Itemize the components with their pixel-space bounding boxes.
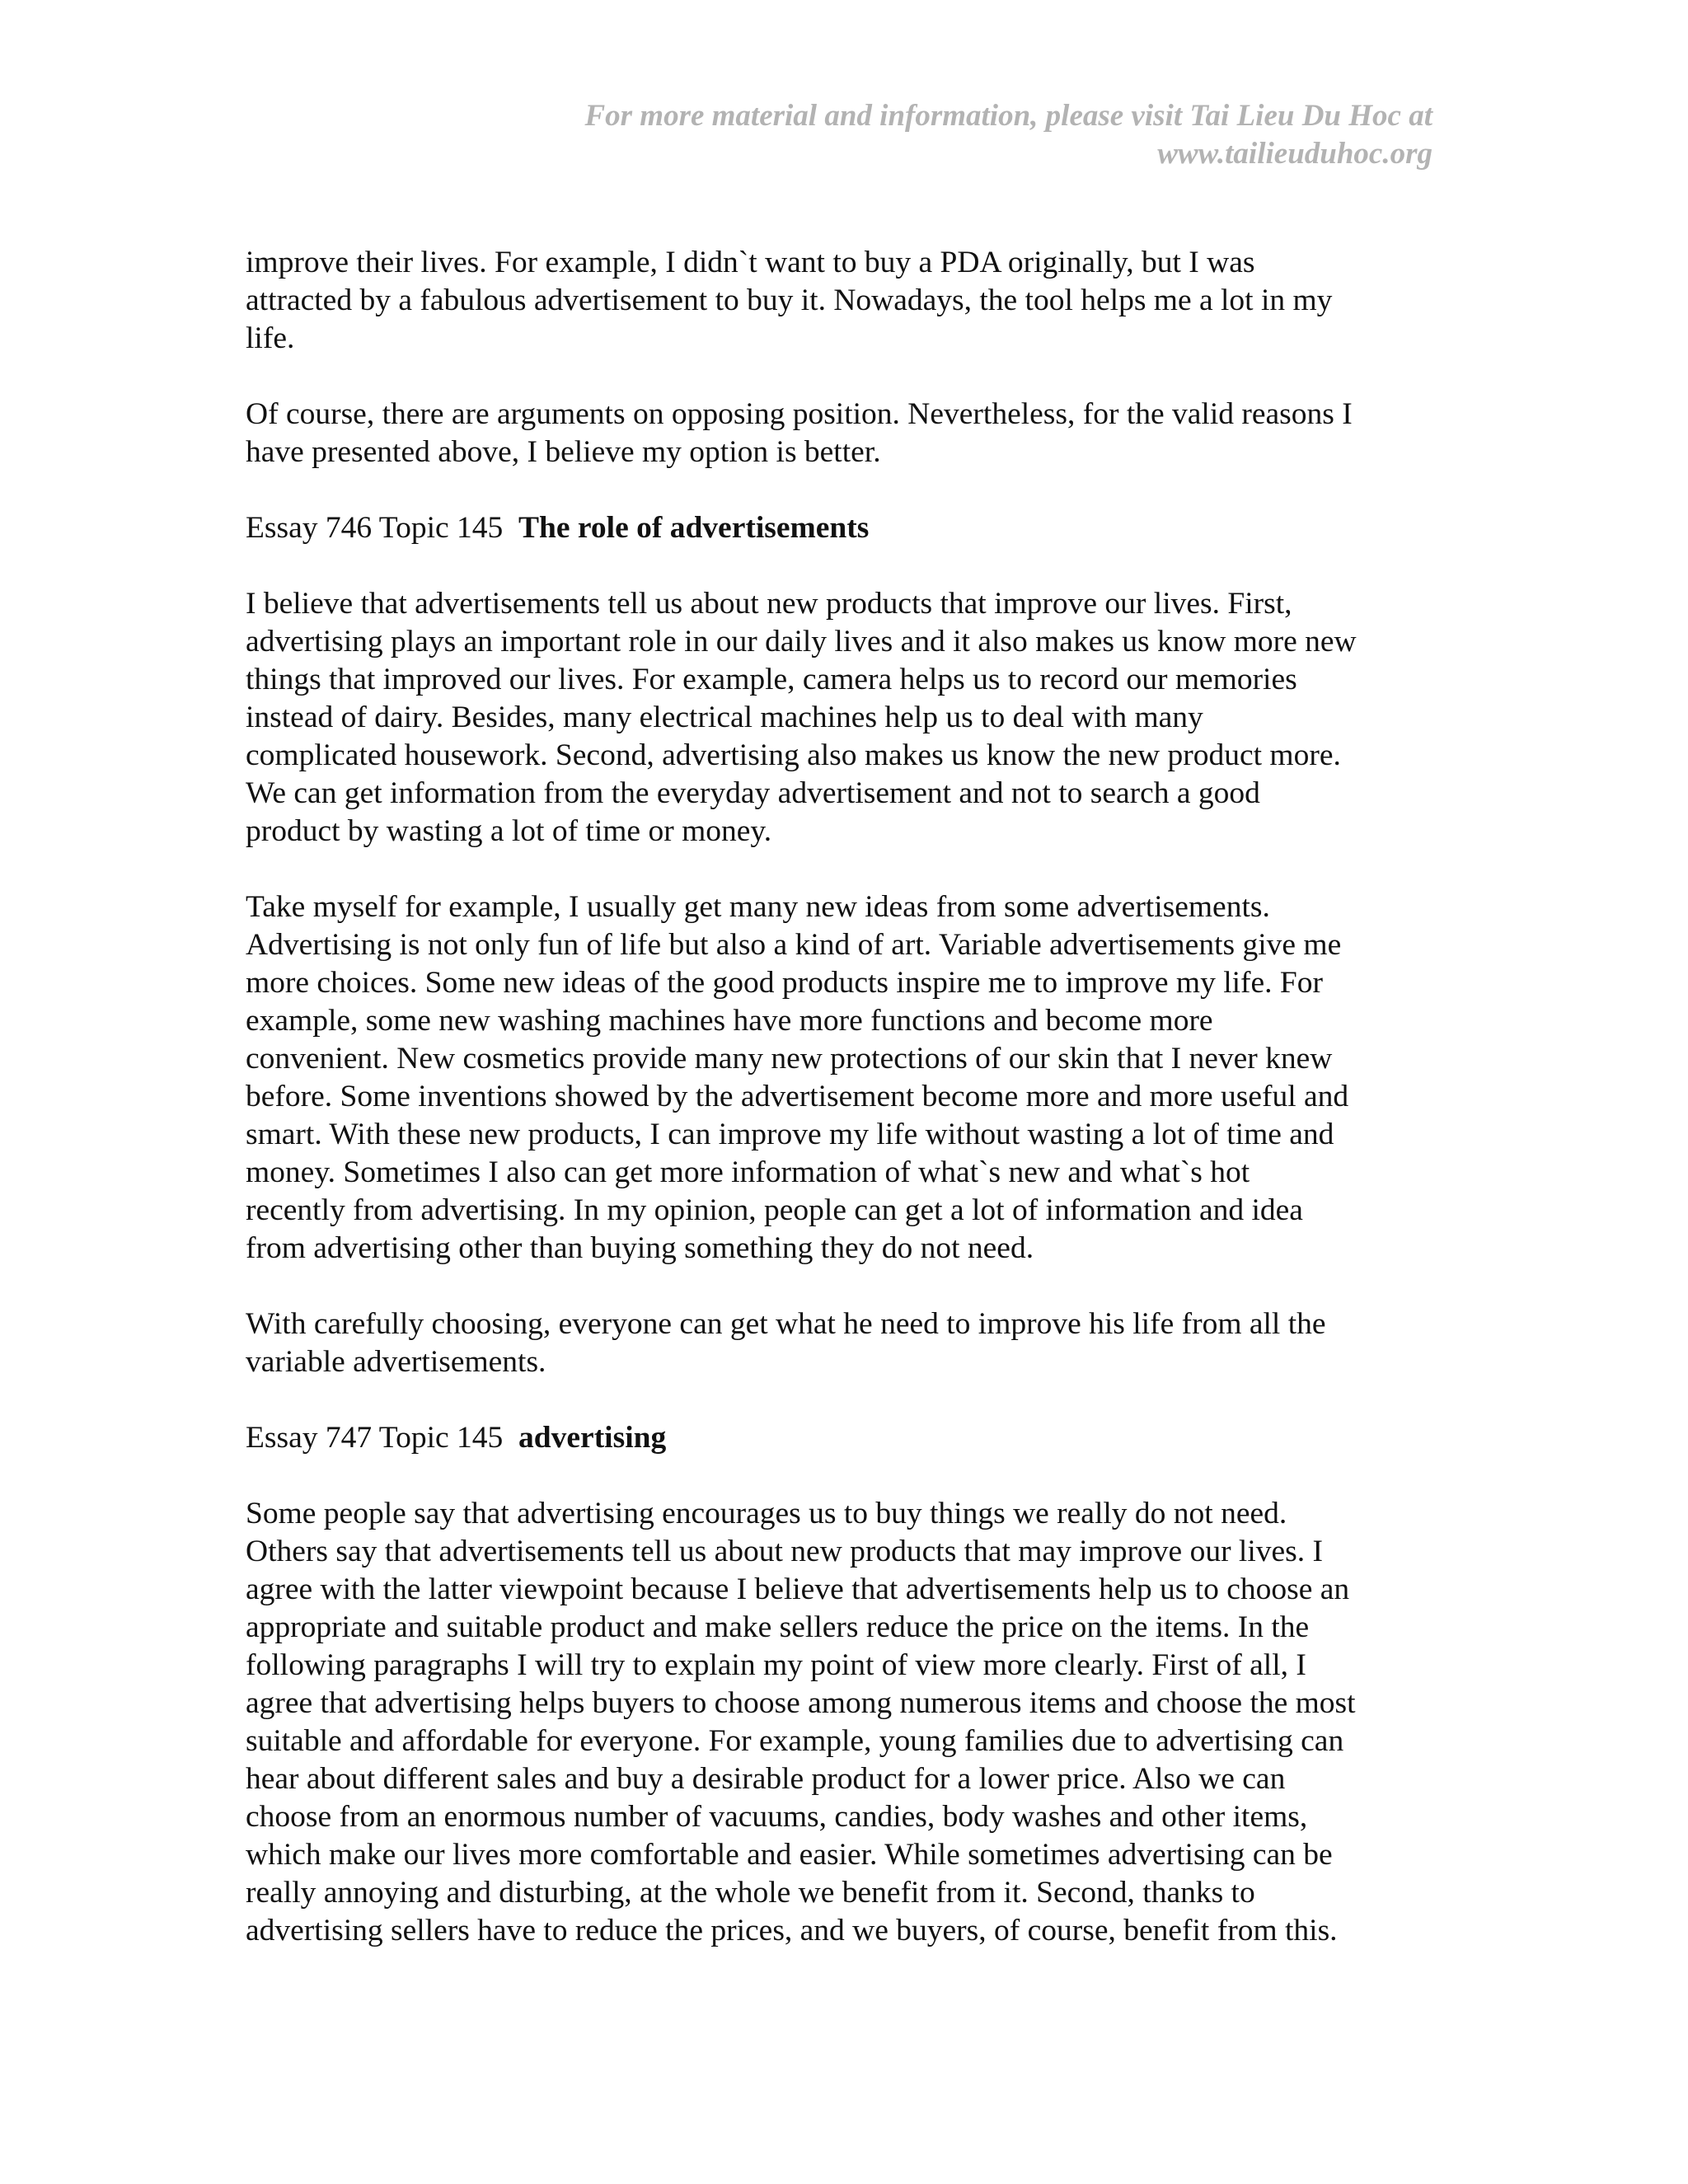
text-line: advertising sellers have to reduce the prices, and we buyers, of course, benefit from this. <box>246 1914 1338 1947</box>
text-line: from advertising other than buying something they do not need. <box>246 1231 1034 1265</box>
text-line: Take myself for example, I usually get many new ideas from some advertisements. <box>246 890 1270 924</box>
text-line: complicated housework. Second, advertising also makes us know the new product more. <box>246 738 1341 772</box>
essay-heading <box>246 509 1449 547</box>
text-line: before. Some inventions showed by the advertisement become more and more useful and <box>246 1080 1349 1113</box>
text-line: smart. With these new products, I can improve my life without wasting a lot of time and <box>246 1118 1334 1151</box>
text-line: example, some new washing machines have more functions and become more <box>246 1004 1213 1038</box>
text-line: agree that advertising helps buyers to choose among numerous items and choose the most <box>246 1686 1356 1720</box>
text-line: improve their lives. For example, I didn`t want to buy a PDA originally, but I was <box>246 246 1255 279</box>
header-line-1: For more material and information, please visit Tai Lieu Du Hoc at <box>584 99 1432 133</box>
text-line: Of course, there are arguments on opposing position. Nevertheless, for the valid reasons I <box>246 397 1353 431</box>
text-line: Others say that advertisements tell us about new products that may improve our lives. I <box>246 1535 1323 1568</box>
text-line: instead of dairy. Besides, many electrical machines help us to deal with many <box>246 701 1203 734</box>
essay-label: Essay 747 Topic 145 <box>246 1421 504 1455</box>
paragraph <box>246 396 1449 471</box>
text-line: hear about different sales and buy a desirable product for a lower price. Also we can <box>246 1762 1286 1796</box>
text-line: We can get information from the everyday advertisement and not to search a good <box>246 776 1260 810</box>
paragraph <box>246 585 1449 851</box>
paragraph <box>246 1305 1449 1381</box>
text-line: things that improved our lives. For example, camera helps us to record our memories <box>246 663 1297 696</box>
text-line: Some people say that advertising encourages us to buy things we really do not need. <box>246 1497 1287 1530</box>
paragraph <box>246 244 1449 358</box>
text-line: really annoying and disturbing, at the whole we benefit from it. Second, thanks to <box>246 1876 1255 1910</box>
text-line: more choices. Some new ideas of the good products inspire me to improve my life. For <box>246 966 1324 1000</box>
document-body <box>246 244 1449 1988</box>
header-website: www.tailieuduhoc.org <box>1157 137 1432 171</box>
text-line: life. <box>246 321 295 355</box>
text-line: Advertising is not only fun of life but also a kind of art. Variable advertisements give me <box>246 928 1342 962</box>
essay-heading <box>246 1419 1449 1457</box>
text-line: I believe that advertisements tell us about new products that improve our lives. First, <box>246 587 1292 621</box>
text-line: variable advertisements. <box>246 1345 546 1379</box>
text-line: appropriate and suitable product and make sellers reduce the price on the items. In the <box>246 1610 1310 1644</box>
paragraph <box>246 1495 1449 1950</box>
page-header <box>443 97 1432 173</box>
text-line: which make our lives more comfortable and easier. While sometimes advertising can be <box>246 1838 1333 1872</box>
essay-title: advertising <box>518 1421 667 1455</box>
text-line: attracted by a fabulous advertisement to buy it. Nowadays, the tool helps me a lot in my <box>246 284 1333 317</box>
text-line: With carefully choosing, everyone can get what he need to improve his life from all the <box>246 1307 1326 1341</box>
essay-label: Essay 746 Topic 145 <box>246 511 504 545</box>
text-line: recently from advertising. In my opinion, people can get a lot of information and idea <box>246 1193 1303 1227</box>
text-line: choose from an enormous number of vacuums, candies, body washes and other items, <box>246 1800 1308 1834</box>
text-line: have presented above, I believe my option is better. <box>246 435 881 469</box>
essay-title: The role of advertisements <box>518 511 870 545</box>
text-line: convenient. New cosmetics provide many new protections of our skin that I never knew <box>246 1042 1333 1076</box>
text-line: agree with the latter viewpoint because I believe that advertisements help us to choose an <box>246 1572 1350 1606</box>
text-line: suitable and affordable for everyone. For example, young families due to advertising can <box>246 1724 1344 1758</box>
text-line: advertising plays an important role in our daily lives and it also makes us know more new <box>246 625 1357 658</box>
paragraph <box>246 888 1449 1268</box>
text-line: following paragraphs I will try to explain my point of view more clearly. First of all, I <box>246 1648 1306 1682</box>
text-line: money. Sometimes I also can get more information of what`s new and what`s hot <box>246 1155 1250 1189</box>
text-line: product by wasting a lot of time or money. <box>246 814 772 848</box>
